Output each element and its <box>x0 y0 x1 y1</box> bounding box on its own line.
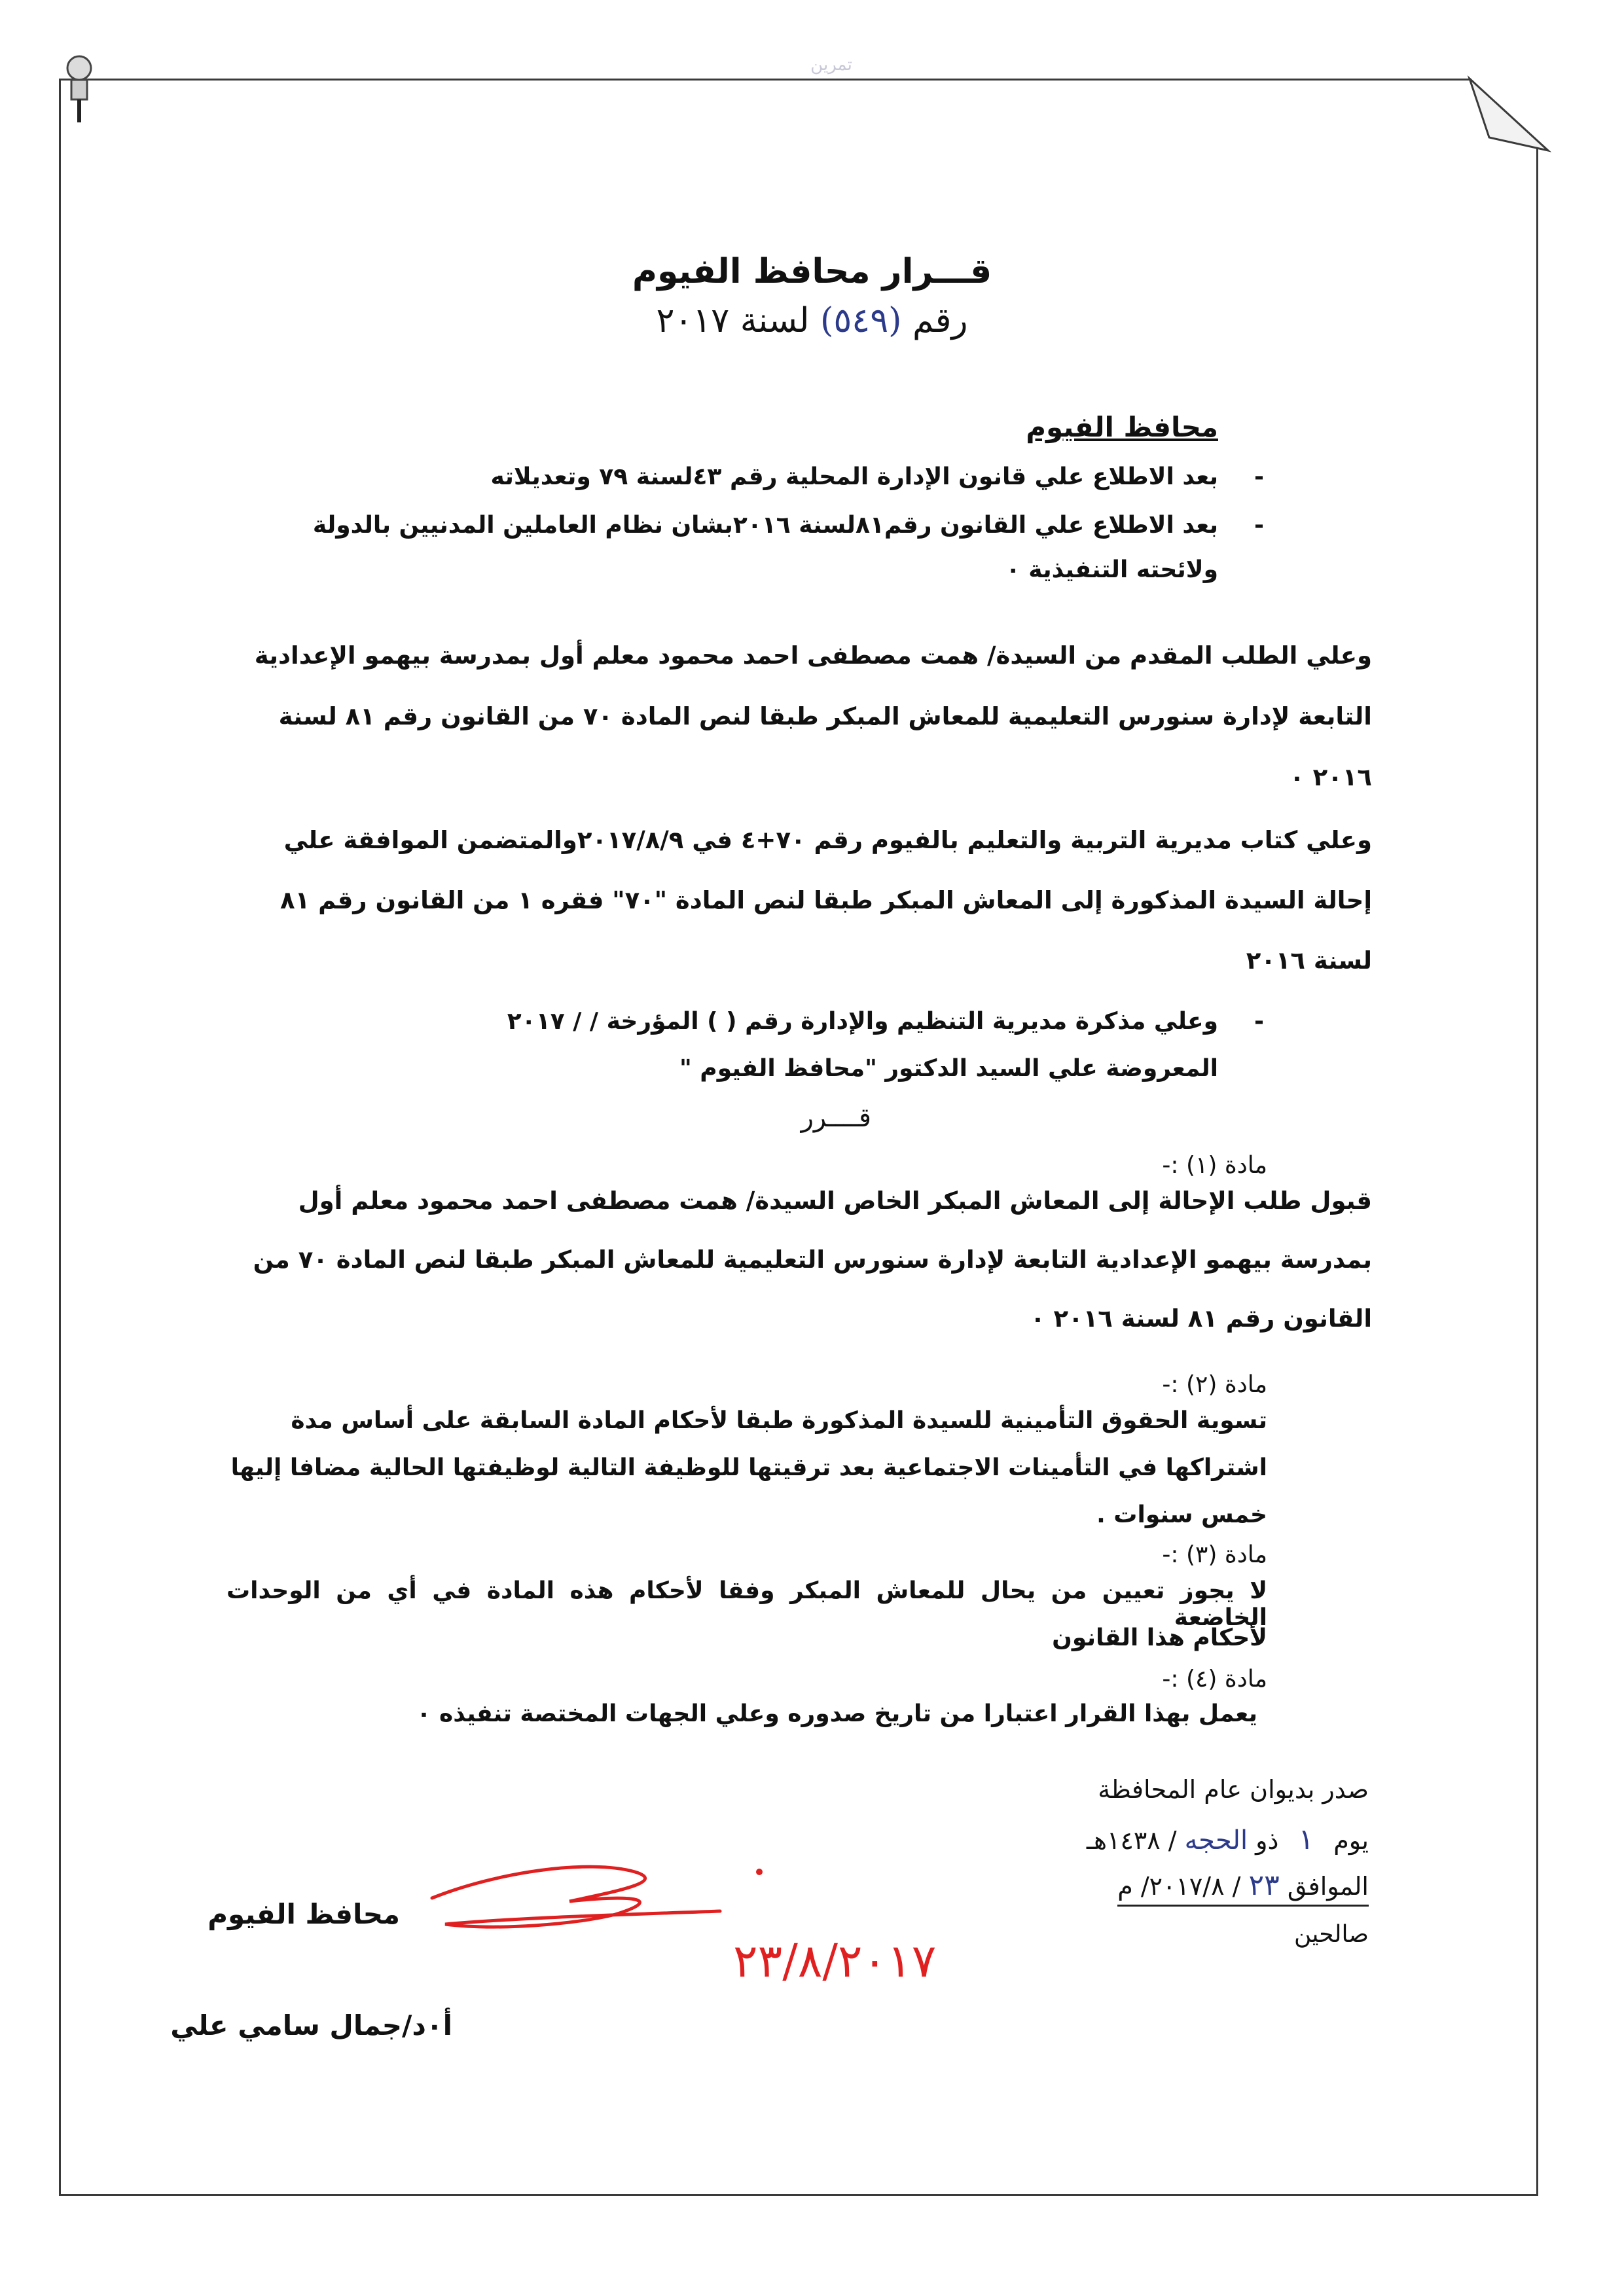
number-suffix: لسنة ٢٠١٧ <box>656 301 810 340</box>
page-title: قـــرار محافظ الفيوم <box>632 252 992 291</box>
preamble-bullet-2-cont: ولائحته التنفيذية ٠ <box>1005 556 1218 583</box>
place-note: صالحين <box>1293 1921 1369 1948</box>
hijri-year: / ١٤٣٨هـ <box>1086 1826 1177 1855</box>
signatory-role: محافظ الفيوم <box>208 1898 400 1930</box>
number-value: (٥٤٩) <box>820 301 902 340</box>
preamble-bullet-1: - بعد الاطلاع علي قانون الإدارة المحلية رقم ٤٣لسنة ٧٩ وتعديلاته <box>171 463 1218 490</box>
ghost-mark: تمرين <box>810 55 852 75</box>
directorate-line-1: وعلي كتاب مديرية التربية والتعليم بالفيوم رقم ٧٠+٤ في ٢٠١٧/٨/٩والمتضمن الموافقة علي <box>283 826 1372 854</box>
folded-corner-icon <box>1470 79 1548 151</box>
day-label: يوم <box>1333 1826 1369 1855</box>
request-line-3: ٢٠١٦ ٠ <box>1290 763 1372 791</box>
pushpin-icon <box>60 54 98 126</box>
article-3-heading: مادة (٣) :- <box>1162 1541 1267 1568</box>
gregorian-label: الموافق <box>1287 1872 1369 1901</box>
preamble-bullet-2: - بعد الاطلاع علي القانون رقم٨١لسنة ٢٠١٦بشان نظام العاملين المدنيين بالدولة <box>223 512 1218 539</box>
signature-date: ٢٣/٨/٢٠١٧ <box>733 1934 937 1988</box>
hijri-month-handwritten: الحجه <box>1184 1825 1248 1856</box>
hijri-month-printed: ذو <box>1255 1826 1279 1855</box>
gregorian-date-line <box>1117 1869 1369 1907</box>
hijri-date-line <box>1087 1823 1369 1856</box>
article-4-line-1: يعمل بهذا القرار اعتبارا من تاريخ صدوره وعلي الجهات المختصة تنفيذه ٠ <box>416 1700 1257 1727</box>
article-1-heading: مادة (١) :- <box>1162 1152 1267 1179</box>
article-2-line-3: خمس سنوات . <box>1096 1501 1267 1528</box>
directorate-line-3: لسنة ٢٠١٦ <box>1246 946 1372 975</box>
memo-line-1: - وعلي مذكرة مديرية التنظيم والإدارة رقم ( ) المؤرخة / / ٢٠١٧ <box>236 1008 1218 1035</box>
article-2-line-1: تسوية الحقوق التأمينية للسيدة المذكورة طبقا لأحكام المادة السابقة على أساس مدة <box>291 1407 1267 1434</box>
signatory-name: أ٠د/جمال سامي علي <box>170 2009 452 2041</box>
memo-line-2: المعروضة علي السيد الدكتور "محافظ الفيوم " <box>679 1055 1218 1082</box>
article-3-line-1: لا يجوز تعيين من يحال للمعاش المبكر وفقا لأحكام هذه المادة في أي من الوحدات الخاضعة <box>226 1577 1267 1631</box>
preamble-heading: محافظ الفيوم <box>1026 411 1218 443</box>
decree-number <box>0 301 1624 340</box>
directorate-line-2: إحالة السيدة المذكورة إلى المعاش المبكر طبقا لنص المادة "٧٠" فقره ١ من القانون رقم ٨١ <box>280 886 1372 914</box>
article-1-line-2: بمدرسة بيهمو الإعدادية التابعة لإدارة سنورس التعليمية للمعاش المبكر طبقا لنص المادة ٧٠ من <box>253 1246 1372 1274</box>
gregorian-day-handwritten: ٢٣ <box>1248 1869 1280 1902</box>
gregorian-rest: / ٢٠١٧/٨/ م <box>1117 1872 1241 1901</box>
request-line-1: وعلي الطلب المقدم من السيدة/ همت مصطفى احمد محمود معلم أول بمدرسة بيهمو الإعدادية <box>254 641 1372 670</box>
article-2-line-2: اشتراكها في التأمينات الاجتماعية بعد ترقيتها للوظيفة التالية لوظيفتها الحالية مضافا إليها <box>230 1454 1267 1481</box>
issued-at: صدر بديوان عام المحافظة <box>1098 1775 1369 1804</box>
article-2-heading: مادة (٢) :- <box>1162 1371 1267 1398</box>
request-line-2: التابعة لإدارة سنورس التعليمية للمعاش المبكر طبقا لنص المادة ٧٠ من القانون رقم ٨١ لسنة <box>278 702 1372 730</box>
number-prefix: رقم <box>912 301 968 340</box>
article-4-heading: مادة (٤) :- <box>1162 1666 1267 1693</box>
article-3-line-2: لأحكام هذا القانون <box>1052 1624 1267 1651</box>
article-1-line-3: القانون رقم ٨١ لسنة ٢٠١٦ ٠ <box>1030 1304 1372 1333</box>
article-1-line-1: قبول طلب الإحالة إلى المعاش المبكر الخاص السيدة/ همت مصطفى احمد محمود معلم أول <box>298 1187 1372 1215</box>
day-handwritten: ١ <box>1298 1823 1314 1856</box>
decides-heading: قــــرر <box>801 1103 871 1133</box>
handwritten-signature <box>419 1846 937 2003</box>
